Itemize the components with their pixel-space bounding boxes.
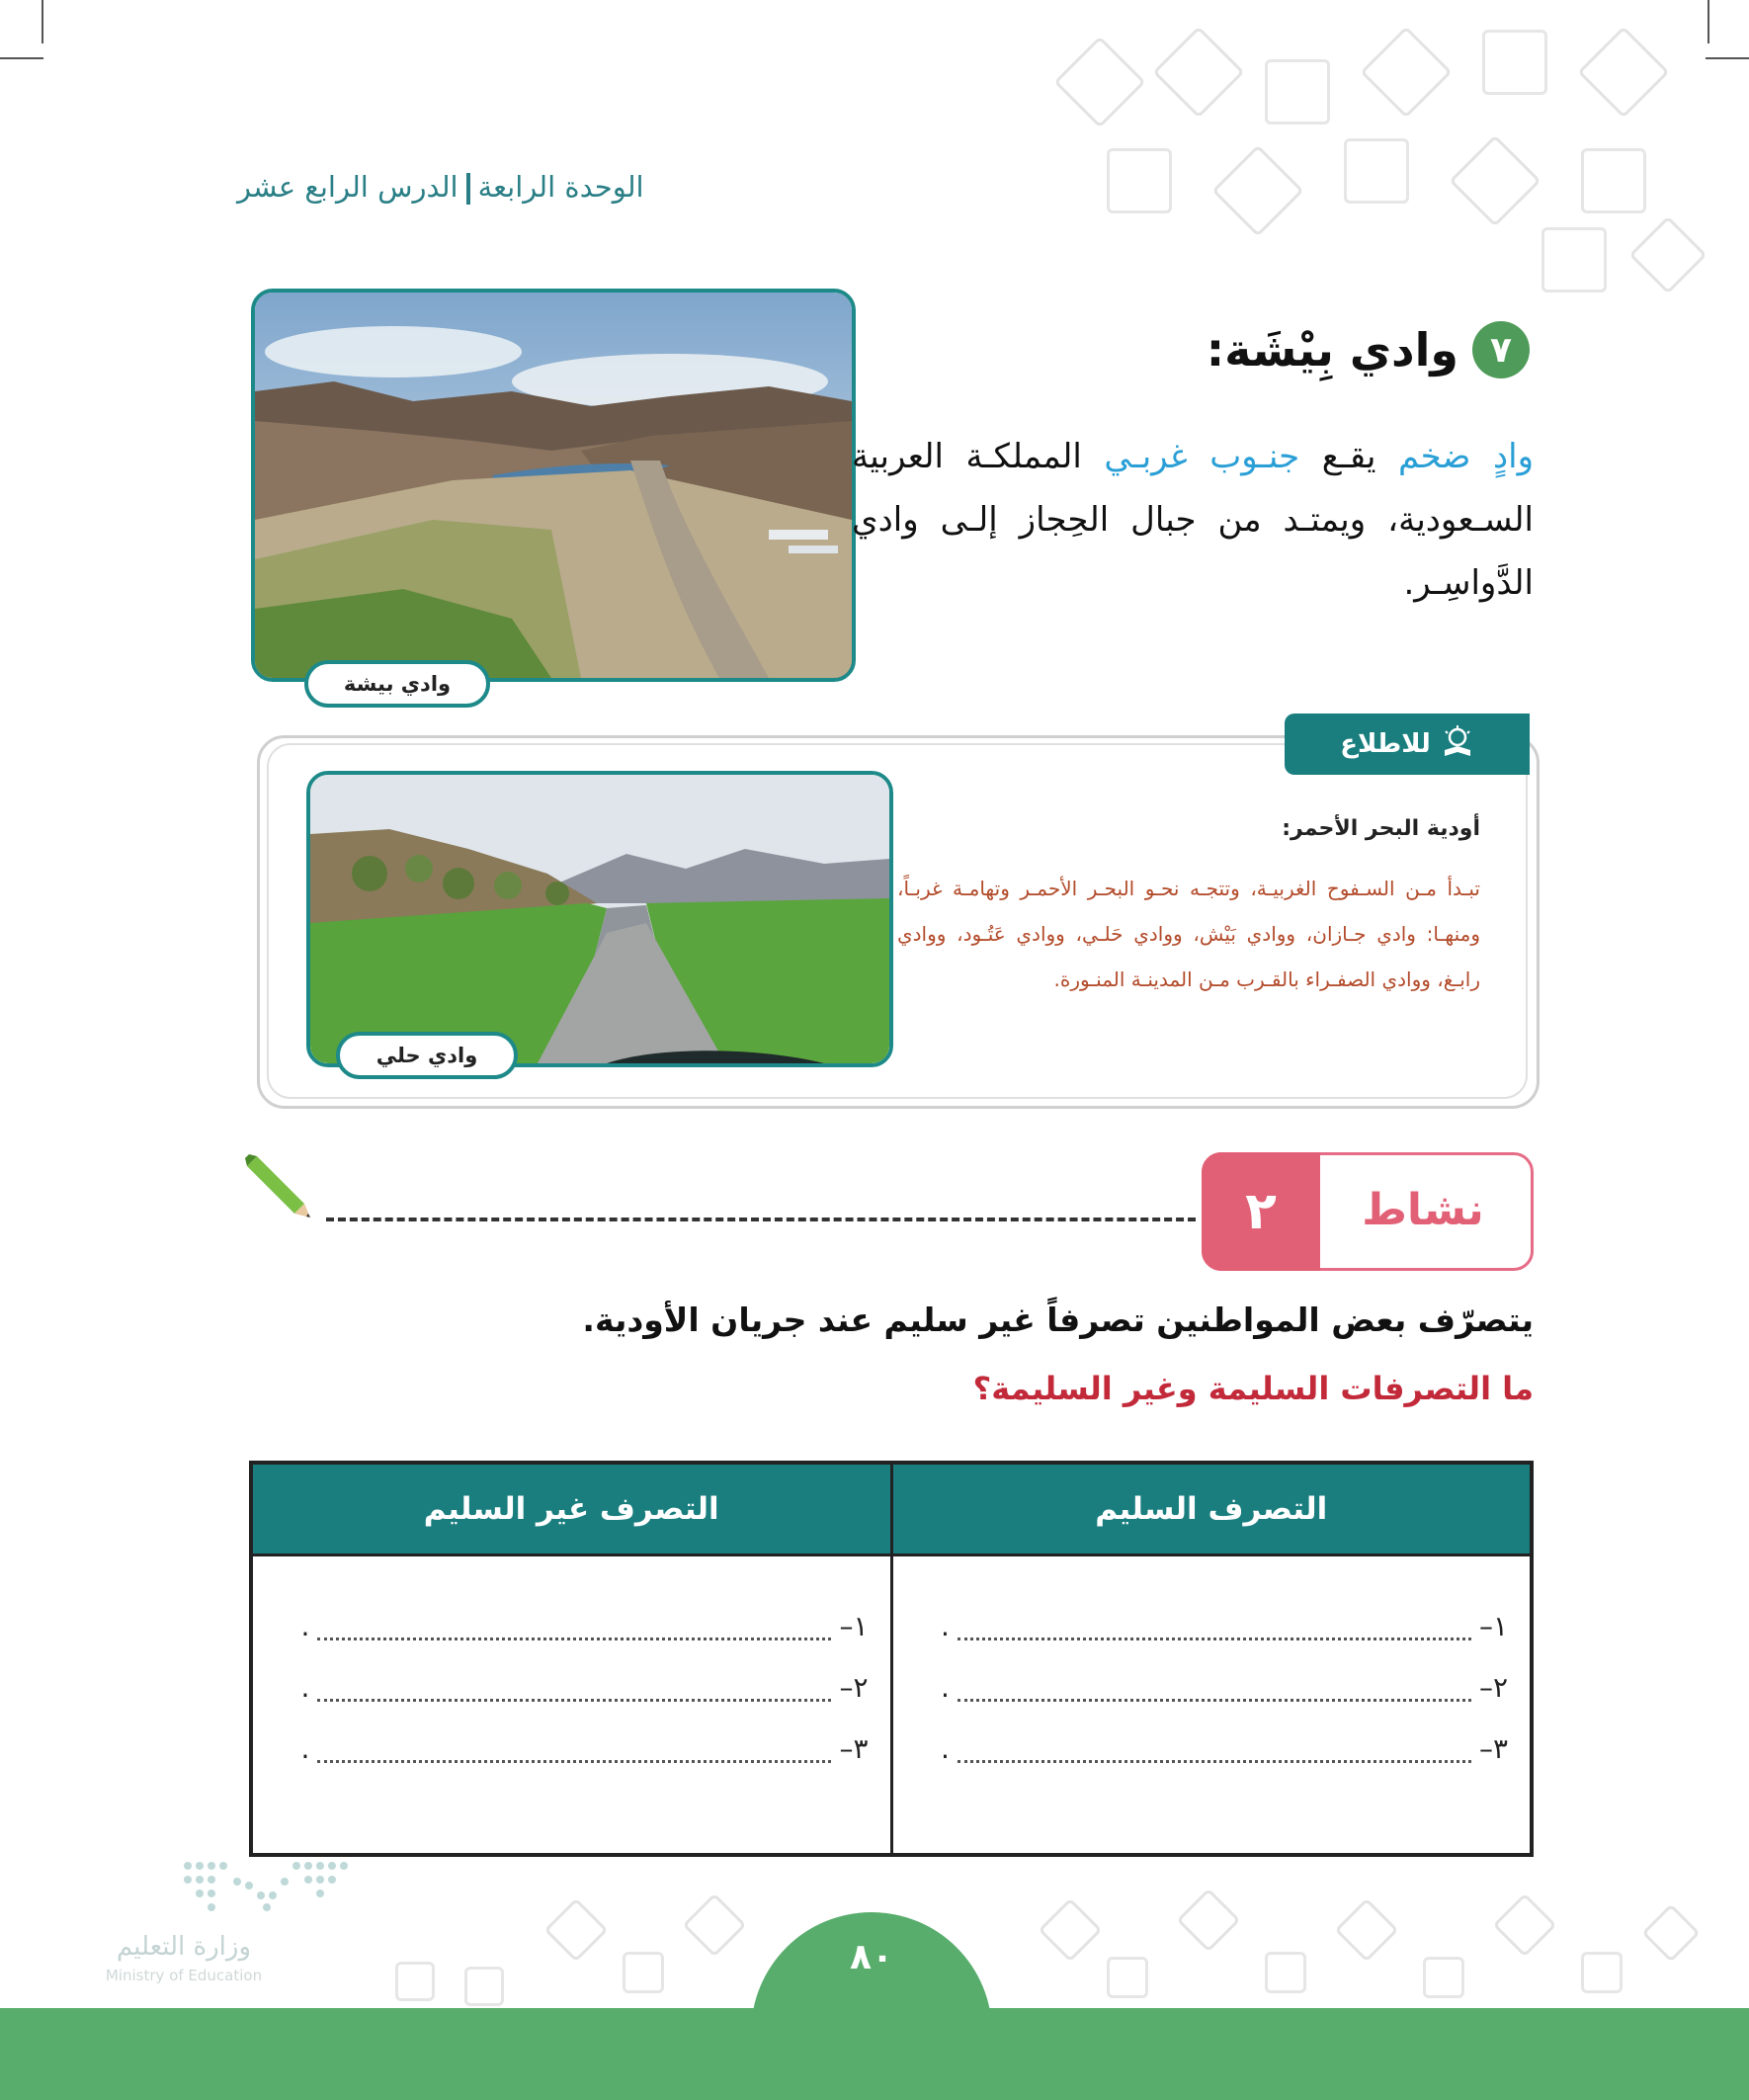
column-header-incorrect: التصرف غير السليم xyxy=(251,1463,891,1555)
ministry-name-en: Ministry of Education xyxy=(105,1967,263,1984)
activity-prompt: يتصرّف بعض المواطنين تصرفاً غير سليم عند جريان الأودية. xyxy=(582,1301,1534,1339)
lesson-label: الدرس الرابع عشر xyxy=(237,170,458,204)
ministry-logo-dots xyxy=(178,1858,356,1913)
activity-label: نشاط xyxy=(1362,1184,1484,1235)
highlight-word: غربـي xyxy=(1104,437,1188,476)
crop-mark xyxy=(1706,57,1749,59)
section-paragraph xyxy=(852,425,1534,615)
answer-line[interactable]: ٢–. xyxy=(941,1671,1508,1704)
lightbulb-book-icon xyxy=(1441,724,1474,765)
chevron-double-icon xyxy=(1490,714,1534,775)
page-number: ٨٠ xyxy=(850,1937,893,1977)
pencil-icon xyxy=(243,1150,312,1219)
answer-line[interactable]: ٣–. xyxy=(300,1732,869,1765)
info-title: أودية البحر الأحمر: xyxy=(1282,816,1480,841)
behaviors-table xyxy=(249,1461,1534,1857)
highlight-word: جنـوب xyxy=(1209,437,1300,476)
paragraph-rest: المملكـة العربية السـعودية، ويمتـد من جبال الحِجاز إلـى وادي الدَّواسِـر. xyxy=(852,437,1534,603)
landscape-image xyxy=(255,293,852,678)
ministry-name-ar: وزارة التعليم xyxy=(116,1932,252,1962)
crop-mark xyxy=(42,0,43,43)
answer-column-correct xyxy=(891,1555,1532,1856)
crop-mark xyxy=(0,57,43,59)
activity-number: ٢ xyxy=(1202,1152,1320,1271)
activity-dash-line xyxy=(326,1218,1196,1221)
header-separator xyxy=(466,173,470,205)
crop-mark xyxy=(1707,0,1709,43)
section-heading xyxy=(1207,321,1530,378)
running-header xyxy=(237,170,711,205)
photo-caption: وادي بيشة xyxy=(304,660,490,708)
answer-column-incorrect xyxy=(251,1555,891,1856)
answer-line[interactable]: ١–. xyxy=(941,1610,1508,1642)
highlight-word: وادٍ xyxy=(1493,437,1535,476)
section-title: وادي بِيْشَة: xyxy=(1206,323,1458,377)
photo-caption: وادي حلي xyxy=(336,1032,518,1079)
info-tab-label: للاطلاع xyxy=(1340,729,1431,759)
answer-line[interactable]: ١–. xyxy=(300,1610,869,1642)
answer-line[interactable]: ٢–. xyxy=(300,1671,869,1704)
unit-label: الوحدة الرابعة xyxy=(477,170,644,204)
plain-word: يقـع xyxy=(1321,437,1376,476)
highlight-word: ضخم xyxy=(1397,437,1471,476)
photo-wadi-bisha xyxy=(251,289,856,682)
photo-wadi-hali xyxy=(306,771,893,1067)
answer-line[interactable]: ٣–. xyxy=(941,1732,1508,1765)
river-image xyxy=(310,775,889,1063)
activity-question: ما التصرفات السليمة وغير السليمة؟ xyxy=(972,1370,1534,1407)
column-header-correct: التصرف السليم xyxy=(891,1463,1532,1555)
info-text: تبـدأ مـن السـفوح الغربيـة، وتتجـه نحـو البحـر الأحمـر وتهامـة غربـاً، ومنهـا: وادي جـازان، ووادي بَيْش، ووادي حَلـي، ووادي عَتُـود، ووادي رابـغ، ووادي الصفـراء بالقـرب مـن المدينـة المنـورة. xyxy=(897,877,1480,991)
section-number-badge: ٧ xyxy=(1472,321,1530,378)
